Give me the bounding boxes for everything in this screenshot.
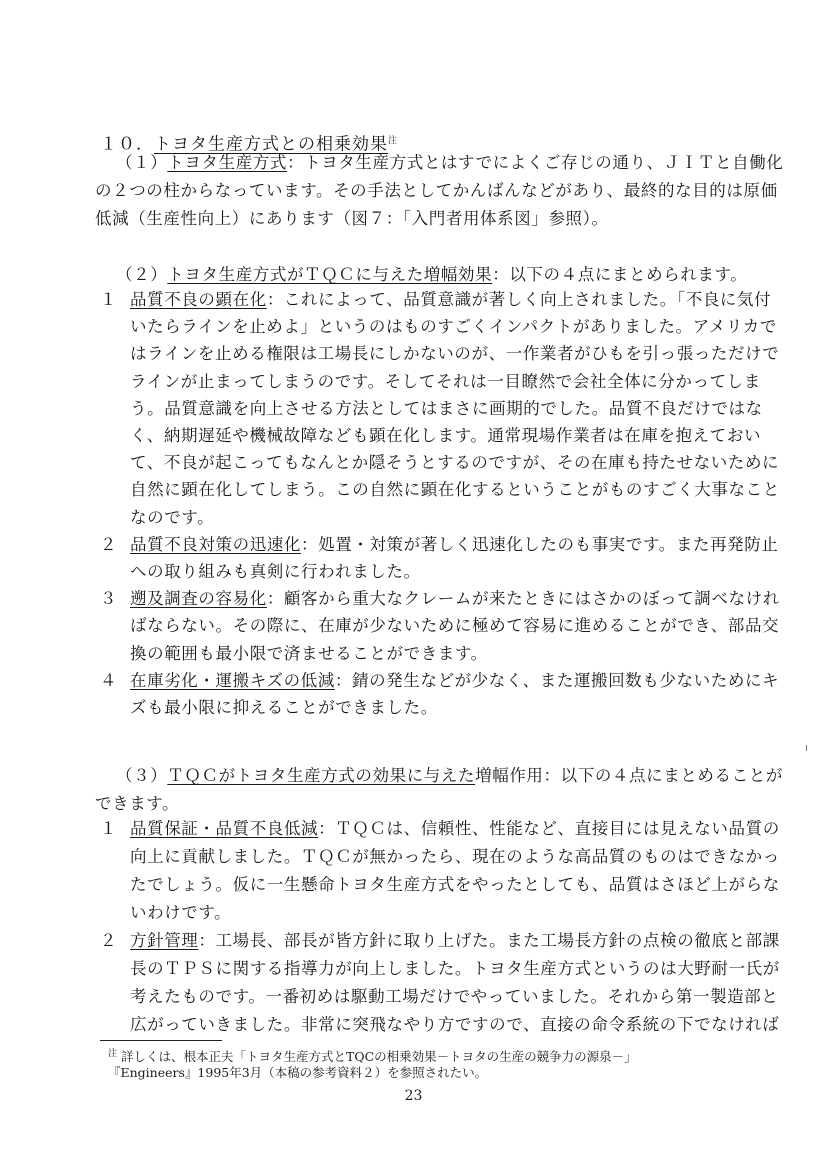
s1-heading: トヨタ生産方式 <box>167 153 288 172</box>
s1-line-1: （１）トヨタ生産方式：トヨタ生産方式とはすでによくご存じの通り、ＪＩＴと自働化 <box>116 153 784 172</box>
item-line: ばならない。その際に、在庫が少ないために極めて容易に進めることができ、部品交 <box>130 616 780 636</box>
item-line: なのです。 <box>130 507 215 527</box>
list-item: 品質不良対策の迅速化：処置・対策が著しく迅速化したのも事実です。また再発防止 <box>130 534 779 554</box>
s3-heading: ＴＱＣがトヨタ生産方式の効果に与えた <box>167 766 476 785</box>
s1-line-2: の２つの柱からなっています。その手法としてかんばんなどがあり、最終的な目的は原価 <box>95 181 778 200</box>
item-line: 長のＴＰＳに関する指導力が向上しました。トヨタ生産方式というのは大野耐一氏が <box>130 959 780 978</box>
item-line: いわけです。 <box>130 903 232 922</box>
list-item: 方針管理：工場長、部長が皆方針に取り上げた。また工場長方針の点検の徹底と部課 <box>130 931 780 950</box>
item-number: １ <box>100 819 117 838</box>
item-line: いたらラインを止めよ」というのはものすごくインパクトがありました。アメリカで <box>130 317 777 337</box>
item-number: １ <box>100 290 117 309</box>
item-line: く、納期遅延や機械故障なども顕在化します。通常現場作業者は在庫を抱えておい <box>130 426 762 445</box>
item-number: ４ <box>100 670 117 690</box>
page-number: 23 <box>404 1088 423 1104</box>
item-line: はラインを止める権限は工場長にしかないのが、一作業者がひもを引っ張っただけで <box>130 344 780 364</box>
item-heading: 方針管理 <box>130 931 199 950</box>
item-heading: 遡及調査の容易化 <box>130 589 267 609</box>
section-number: １０． <box>100 134 154 155</box>
list-item: 在庫劣化・運搬キズの低減：錆の発生などが少なく、また運搬回数も少ないためにキ <box>130 670 780 690</box>
s3-heading-line: （３）ＴＱＣがトヨタ生産方式の効果に与えた増幅作用：以下の４点にまとめることが <box>116 766 783 785</box>
s3-line-2: できます。 <box>95 794 180 813</box>
item-line: て、不良が起こってもなんとか隠そうとするのですが、その在庫も持たせないために <box>130 453 780 473</box>
item-heading: 在庫劣化・運搬キズの低減 <box>130 670 335 690</box>
item-line: 広がっていきました。非常に突飛なやり方ですので、直接の命令系統の下でなければ <box>130 1015 780 1034</box>
margin-mark <box>806 745 807 751</box>
list-item: 品質保証・品質不良低減：ＴＱＣは、信頼性、性能など、直接目には見えない品質の <box>130 819 780 838</box>
section-title: トヨタ生産方式との相乗効果 <box>154 134 388 155</box>
list-item: 遡及調査の容易化：顧客から重大なクレームが来たときにはさかのぼって調べなけれ <box>130 589 780 609</box>
item-line: たでしょう。仮に一生懸命トヨタ生産方式をやったとしても、品質はさほど上がらな <box>130 875 780 894</box>
item-heading: 品質不良の顕在化 <box>130 290 267 309</box>
list-item: 品質不良の顕在化：これによって、品質意識が著しく向上されました。「不良に気付 <box>130 290 772 309</box>
footnote-ref: 注 <box>388 136 399 146</box>
item-line: ズも最小限に抑えることができました。 <box>130 698 438 717</box>
item-number: ２ <box>100 931 117 950</box>
item-heading: 品質保証・品質不良低減 <box>130 819 319 838</box>
item-line: ラインが止まってしまうのです。そしてそれは一目瞭然で会社全体に分かってしま <box>130 371 761 391</box>
item-number: ３ <box>100 589 117 609</box>
item-line: 換の範囲も最小限で済ませることができます。 <box>130 643 488 663</box>
footnote-mark: 注 <box>108 1049 118 1059</box>
item-line: う。品質意識を向上させる方法としてはまさに画期的でした。品質不良だけではな <box>130 398 763 418</box>
s2-heading: トヨタ生産方式がＴＱＣに与えた増幅効果 <box>167 265 493 284</box>
item-line: 向上に貢献しました。ＴＱＣが無かったら、現在のような高品質のものはできなかっ <box>130 847 780 866</box>
item-line: 考えたものです。一番初めは駆動工場だけでやっていました。それから第一製造部と <box>130 987 779 1006</box>
footnote-rule <box>100 1040 222 1041</box>
item-number: ２ <box>100 534 117 554</box>
item-heading: 品質不良対策の迅速化 <box>130 534 301 554</box>
item-line: 自然に顕在化してしまう。この自然に顕在化するということがものすごく大事なこと <box>130 480 780 500</box>
item-line: への取り組みも真剣に行われました。 <box>130 562 421 581</box>
s1-line-3: 低減（生産性向上）にあります（図７：「入門者用体系図」参照）。 <box>95 209 609 228</box>
s2-heading-line: （２）トヨタ生産方式がＴＱＣに与えた増幅効果：以下の４点にまとめられます。 <box>116 265 748 284</box>
footnote-line-1: $^注$ 詳しくは、根本正夫「トヨタ生産方式とTQCの相乗効果－トヨタの生産の競争力の源泉－」 <box>108 1049 637 1065</box>
footnote-line-2: 『Engineers』1995年3月（本稿の参考資料２）を参照されたい。 <box>108 1065 488 1080</box>
